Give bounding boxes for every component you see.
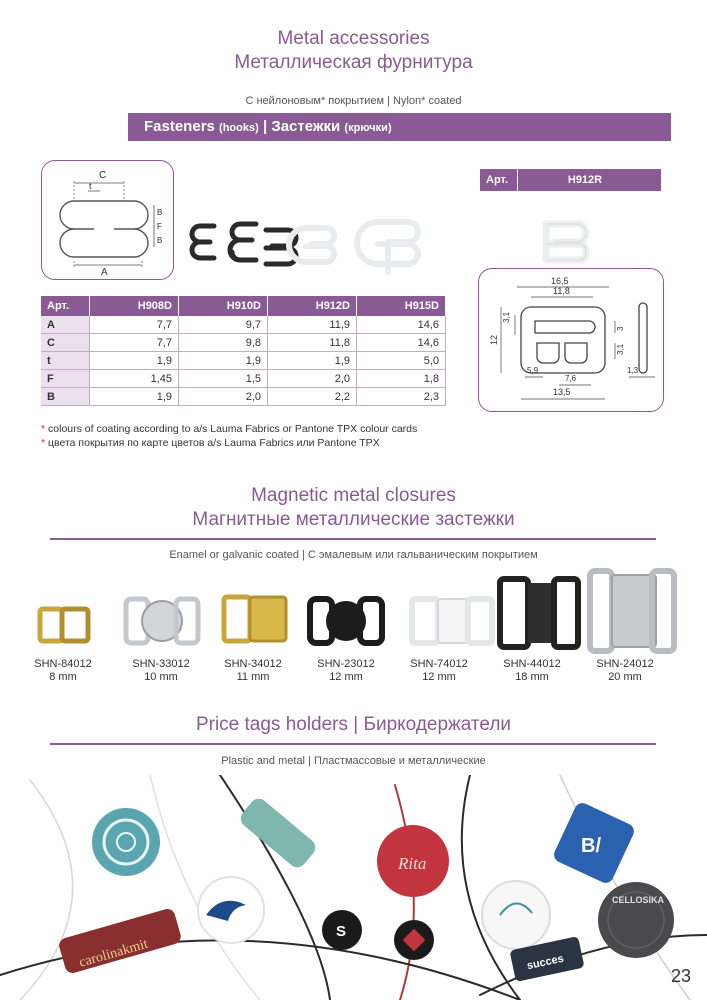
hook-diagram-card: [41, 160, 174, 280]
table-cell: 1,5: [179, 370, 268, 388]
tag-cellosika: [598, 882, 674, 958]
coating-note-ru: [41, 437, 380, 449]
tag-s-text: S: [336, 923, 347, 940]
closure-label-3: [218, 658, 288, 684]
table-cell: 1,9: [90, 388, 179, 406]
tag-cellosika-text: CELLOSIKA: [612, 895, 665, 905]
tag-succes-text: succes: [525, 952, 565, 973]
tag-carolina-text: carolinakmit: [77, 936, 150, 971]
h912r-art-value: H912R: [567, 174, 603, 186]
band-sep: | Застежки: [258, 118, 345, 135]
table-cell: 2,2: [268, 388, 357, 406]
price-tags-title: Price tags holders | Биркодержатели: [195, 714, 512, 735]
h912r-diagram-card: [478, 268, 664, 412]
h912r-dim-7: 5,9: [527, 366, 539, 375]
closure-label-6: [497, 658, 567, 684]
table-cell: 2,0: [179, 388, 268, 406]
asterisk-icon: *: [41, 423, 46, 435]
h912r-art-bar: [480, 169, 661, 191]
page-title-en: Metal accessories: [277, 28, 430, 49]
tag-white-round: [482, 881, 550, 949]
h912r-dim-2: 11,8: [553, 286, 570, 296]
table-row-label: B: [41, 388, 90, 406]
closure-label-4: [311, 658, 381, 684]
table-row: [41, 352, 446, 370]
closure-size: 10 mm: [144, 671, 178, 683]
table-cell: 2,0: [268, 370, 357, 388]
closure-size: 18 mm: [515, 671, 549, 683]
table-row: [41, 316, 446, 334]
h912r-dim-3: 3,1: [502, 311, 511, 323]
h912r-dim-9: 13,5: [553, 387, 571, 397]
h912r-dim-10: 1,3: [627, 366, 639, 375]
tag-green-cylinder: [237, 795, 319, 871]
h912r-dim-8: 7,6: [565, 374, 577, 383]
tag-carolinakmit: [57, 907, 182, 975]
band-hooks-ru: (крючки): [344, 122, 392, 134]
closure-shn-33012: [126, 599, 198, 643]
table-cell: 14,6: [357, 334, 446, 352]
tag-rita-text: Rita: [398, 854, 427, 873]
band-title-en: Fasteners: [144, 118, 215, 135]
table-header-cell: H912D: [268, 296, 357, 316]
hook-diagram: [42, 161, 173, 279]
fasteners-dimensions-table: [41, 296, 446, 406]
tag-diamond: [394, 920, 434, 960]
table-cell: 7,7: [90, 316, 179, 334]
tag-b-blue: [551, 800, 636, 885]
dim-c-label: C: [99, 170, 107, 181]
table-cell: 1,9: [268, 352, 357, 370]
closure-size: 12 mm: [329, 671, 363, 683]
coating-note-ru-text: цвета покрытия по карте цветов a/s Lauma Fabrics или Pantone TPX: [48, 437, 380, 449]
table-row-label: A: [41, 316, 90, 334]
hook-products-image: [182, 212, 447, 284]
closure-label-5: [404, 658, 474, 684]
magnetic-products-image: [30, 565, 680, 657]
page-number: 23: [671, 966, 692, 986]
table-cell: 1,9: [179, 352, 268, 370]
magnetic-divider: [50, 538, 656, 540]
closure-shn-34012: [224, 597, 286, 641]
closure-size: 11 mm: [236, 671, 270, 683]
h912r-art-divider: [517, 169, 518, 191]
tag-s-black: [322, 910, 362, 950]
band-hooks-en: (hooks): [219, 122, 259, 134]
magnetic-coating-subtitle: Enamel or galvanic coated | С эмалевым или гальваническим покрытием: [169, 549, 538, 561]
table-cell: 2,3: [357, 388, 446, 406]
h912r-dim-5: 3: [616, 326, 625, 331]
dim-f-label: F: [157, 222, 162, 231]
table-row-label: t: [41, 352, 90, 370]
table-cell: 1,9: [90, 352, 179, 370]
table-row: [41, 370, 446, 388]
table-header-row: [41, 296, 446, 316]
tag-doraemon: [92, 808, 160, 876]
table-cell: 1,8: [357, 370, 446, 388]
tag-rita: [377, 825, 449, 897]
table-row-label: F: [41, 370, 90, 388]
closure-label-7: [590, 658, 660, 684]
price-tags-divider: [50, 743, 656, 745]
h912r-dim-6: 3,1: [616, 343, 625, 355]
dim-b-label-2: B: [157, 236, 163, 245]
closure-code: SHN-34012: [224, 658, 282, 670]
price-tags-image: [0, 775, 707, 1000]
table-cell: 5,0: [357, 352, 446, 370]
closure-shn-23012: [310, 599, 382, 643]
magnetic-title-en: Magnetic metal closures: [251, 485, 456, 506]
closure-code: SHN-44012: [503, 658, 561, 670]
closure-shn-84012: [40, 609, 88, 641]
magnetic-title-ru: Магнитные металлические застежки: [192, 509, 515, 530]
table-cell: 9,7: [179, 316, 268, 334]
table-cell: 7,7: [90, 334, 179, 352]
tag-wave: [198, 877, 264, 943]
asterisk-icon: *: [41, 437, 46, 449]
table-cell: 11,9: [268, 316, 357, 334]
closure-code: SHN-33012: [132, 658, 190, 670]
dim-t-label: t: [89, 181, 92, 191]
table-header-cell: H910D: [179, 296, 268, 316]
fasteners-band: [128, 113, 671, 141]
table-cell: 9,8: [179, 334, 268, 352]
table-header-cell: Арт.: [41, 296, 90, 316]
dim-b-label-1: B: [157, 208, 163, 217]
closure-label-2: [126, 658, 196, 684]
closure-shn-74012: [412, 599, 492, 643]
closure-code: SHN-23012: [317, 658, 375, 670]
page-title-ru: Металлическая фурнитура: [234, 52, 473, 73]
tag-b-text: B/: [581, 835, 601, 857]
h912r-dim-1: 16,5: [551, 276, 569, 286]
table-cell: 1,45: [90, 370, 179, 388]
price-tags-subtitle: Plastic and metal | Пластмассовые и металлические: [221, 755, 486, 767]
closure-size: 12 mm: [422, 671, 456, 683]
table-row: [41, 388, 446, 406]
closure-code: SHN-84012: [34, 658, 92, 670]
h912r-art-label: Арт.: [486, 174, 508, 186]
closure-code: SHN-24012: [596, 658, 654, 670]
closure-label-1: [28, 658, 98, 684]
closure-shn-44012: [500, 579, 578, 647]
closure-shn-24012: [590, 571, 674, 651]
coating-note-en: [41, 423, 417, 435]
table-row-label: C: [41, 334, 90, 352]
table-cell: 14,6: [357, 316, 446, 334]
closure-code: SHN-74012: [410, 658, 468, 670]
h912r-product-image: [538, 212, 604, 264]
h912r-diagram: [479, 269, 663, 411]
table-header-cell: H908D: [90, 296, 179, 316]
closure-size: 8 mm: [49, 671, 77, 683]
h912r-dim-4: 12: [489, 334, 499, 345]
dim-a-label: A: [101, 267, 108, 278]
table-header-cell: H915D: [357, 296, 446, 316]
coating-note-en-text: colours of coating according to a/s Lauma Fabrics or Pantone TPX colour cards: [48, 423, 418, 435]
table-cell: 11,8: [268, 334, 357, 352]
closure-size: 20 mm: [608, 671, 642, 683]
coating-subtitle: С нейлоновым* покрытием | Nylon* coated: [245, 95, 462, 107]
table-row: [41, 334, 446, 352]
